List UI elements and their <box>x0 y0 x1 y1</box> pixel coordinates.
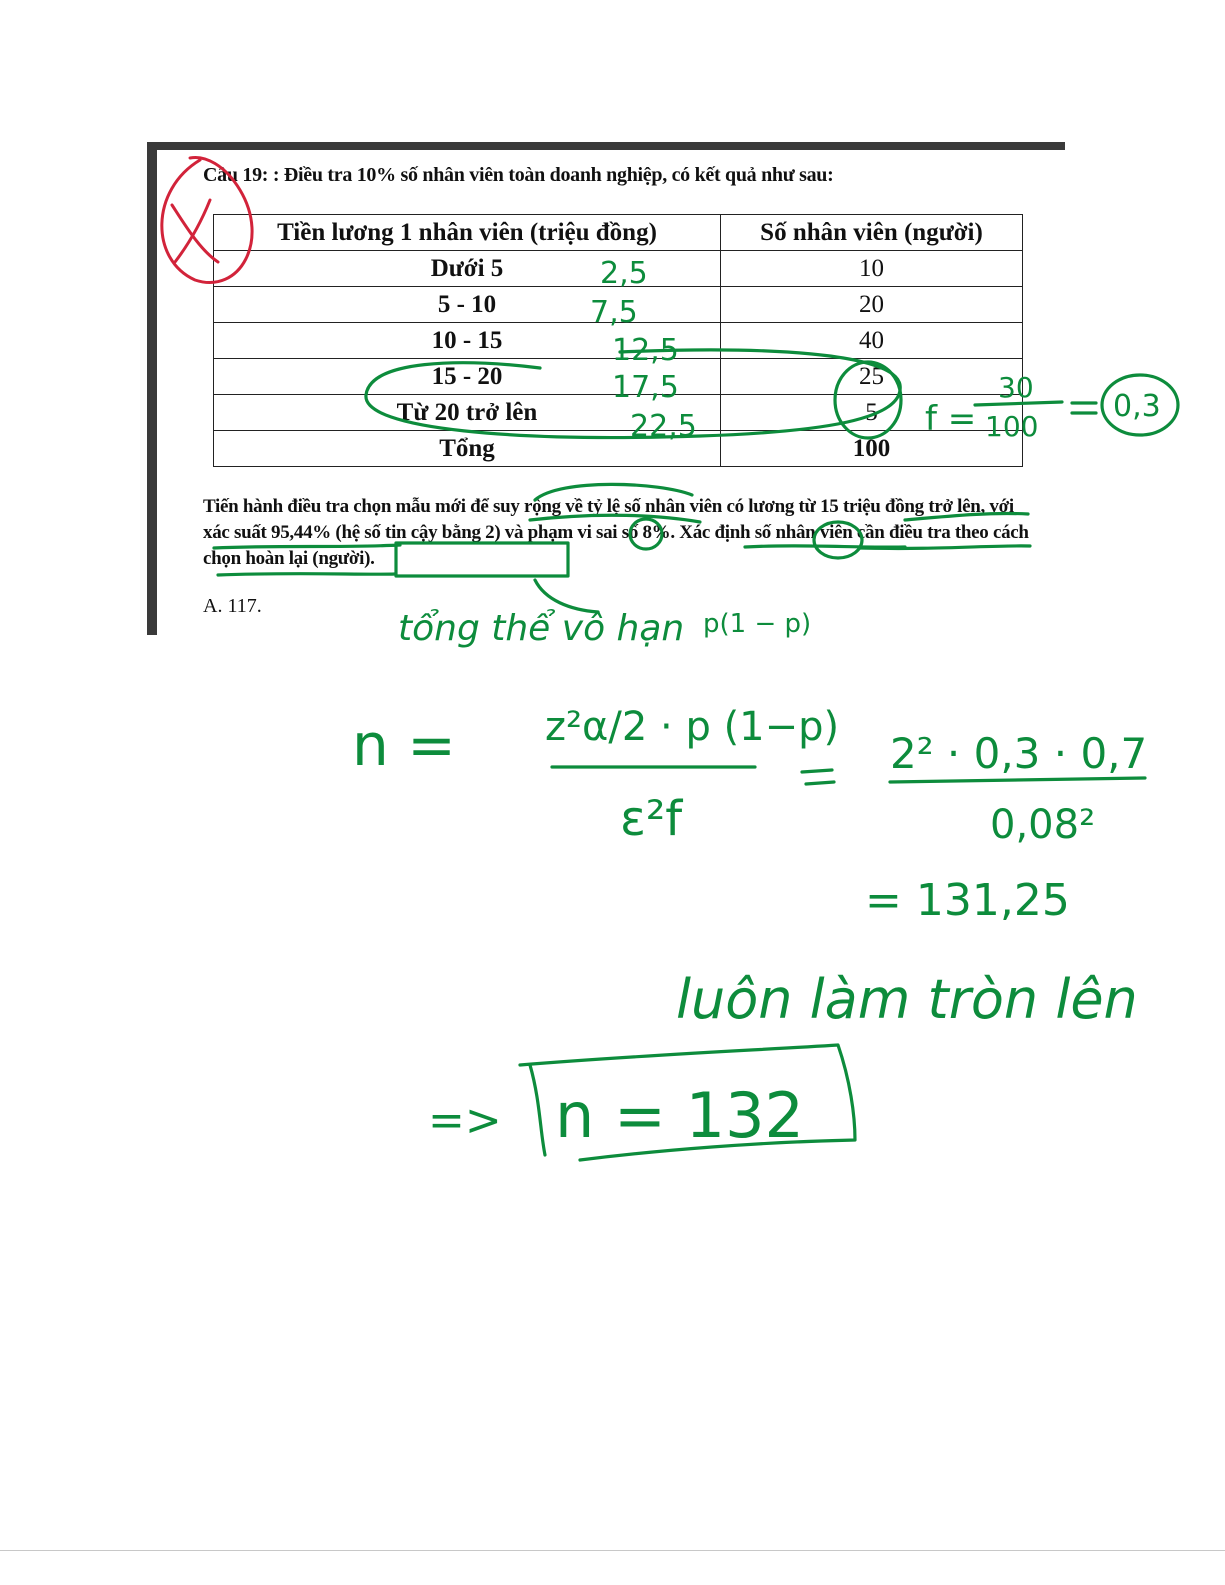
final-answer <box>428 1045 855 1160</box>
f-numerator: 30 <box>998 371 1034 404</box>
row-count: 5 <box>721 395 1023 431</box>
row-count: 20 <box>721 287 1023 323</box>
row-salary: 15 - 20 <box>214 359 721 395</box>
formula-numerator: z²α/2 · p (1−p) <box>545 704 840 750</box>
formula-denominator: ε²f <box>620 791 683 847</box>
substituted-numerator: 2² · 0,3 · 0,7 <box>890 729 1148 778</box>
formula-lhs: n = <box>352 711 456 779</box>
row-count: 25 <box>721 359 1023 395</box>
equals-top <box>802 770 832 772</box>
midpoint-1: 2,5 <box>600 256 648 291</box>
midpoint-2: 7,5 <box>590 295 638 330</box>
salary-table <box>213 214 1023 467</box>
total-label: Tổng <box>214 431 721 467</box>
midpoint-4: 17,5 <box>612 370 679 405</box>
total-value: 100 <box>721 431 1023 467</box>
final-answer-text: n = 132 <box>555 1079 804 1152</box>
row-salary: Từ 20 trở lên <box>214 395 721 431</box>
note-rounding: luôn làm tròn lên <box>676 968 1138 1031</box>
midpoint-5: 22,5 <box>630 409 697 444</box>
header-salary: Tiền lương 1 nhân viên (triệu đồng) <box>214 215 721 251</box>
sample-size-formula <box>352 704 1147 926</box>
question-image <box>147 142 1065 635</box>
result-value: = 131,25 <box>865 875 1070 926</box>
table-row <box>214 323 1023 359</box>
table-header-row <box>214 215 1023 251</box>
header-employees: Số nhân viên (người) <box>721 215 1023 251</box>
row-salary: Dưới 5 <box>214 251 721 287</box>
table-row <box>214 251 1023 287</box>
midpoint-3: 12,5 <box>612 333 679 368</box>
table-row <box>214 359 1023 395</box>
result-circle <box>1102 375 1178 435</box>
substituted-fraction-bar <box>890 778 1145 782</box>
row-count: 40 <box>721 323 1023 359</box>
table-total-row <box>214 431 1023 467</box>
page-bottom-divider <box>0 1550 1225 1551</box>
table-row <box>214 287 1023 323</box>
p-hint: p(1 − p) <box>703 609 812 639</box>
equals-bottom <box>806 782 834 784</box>
answer-option-a: A. 117. <box>203 595 262 617</box>
f-label: f = <box>925 399 977 439</box>
question-title: Câu 19: : Điều tra 10% số nhân viên toàn doanh nghiệp, có kết quả như sau: <box>203 164 834 186</box>
row-salary: 5 - 10 <box>214 287 721 323</box>
substituted-denominator: 0,08² <box>990 802 1096 848</box>
row-count: 10 <box>721 251 1023 287</box>
f-result: 0,3 <box>1113 389 1161 424</box>
f-denominator: 100 <box>985 410 1039 443</box>
row-salary: 10 - 15 <box>214 323 721 359</box>
note-population: tổng thể vô hạn <box>398 608 685 649</box>
table-row <box>214 395 1023 431</box>
question-body: Tiến hành điều tra chọn mẫu mới để suy rộng về tỷ lệ số nhân viên có lương từ 15 triệu đồng trở lên, với xác suất 95,44% (hệ số tin cậy bằng 2) và phạm vi sai số 8%. Xác định số nhân viên cần điều tra theo cách chọn hoàn lại (người). <box>203 496 1029 569</box>
arrow-symbol: => <box>428 1095 502 1146</box>
